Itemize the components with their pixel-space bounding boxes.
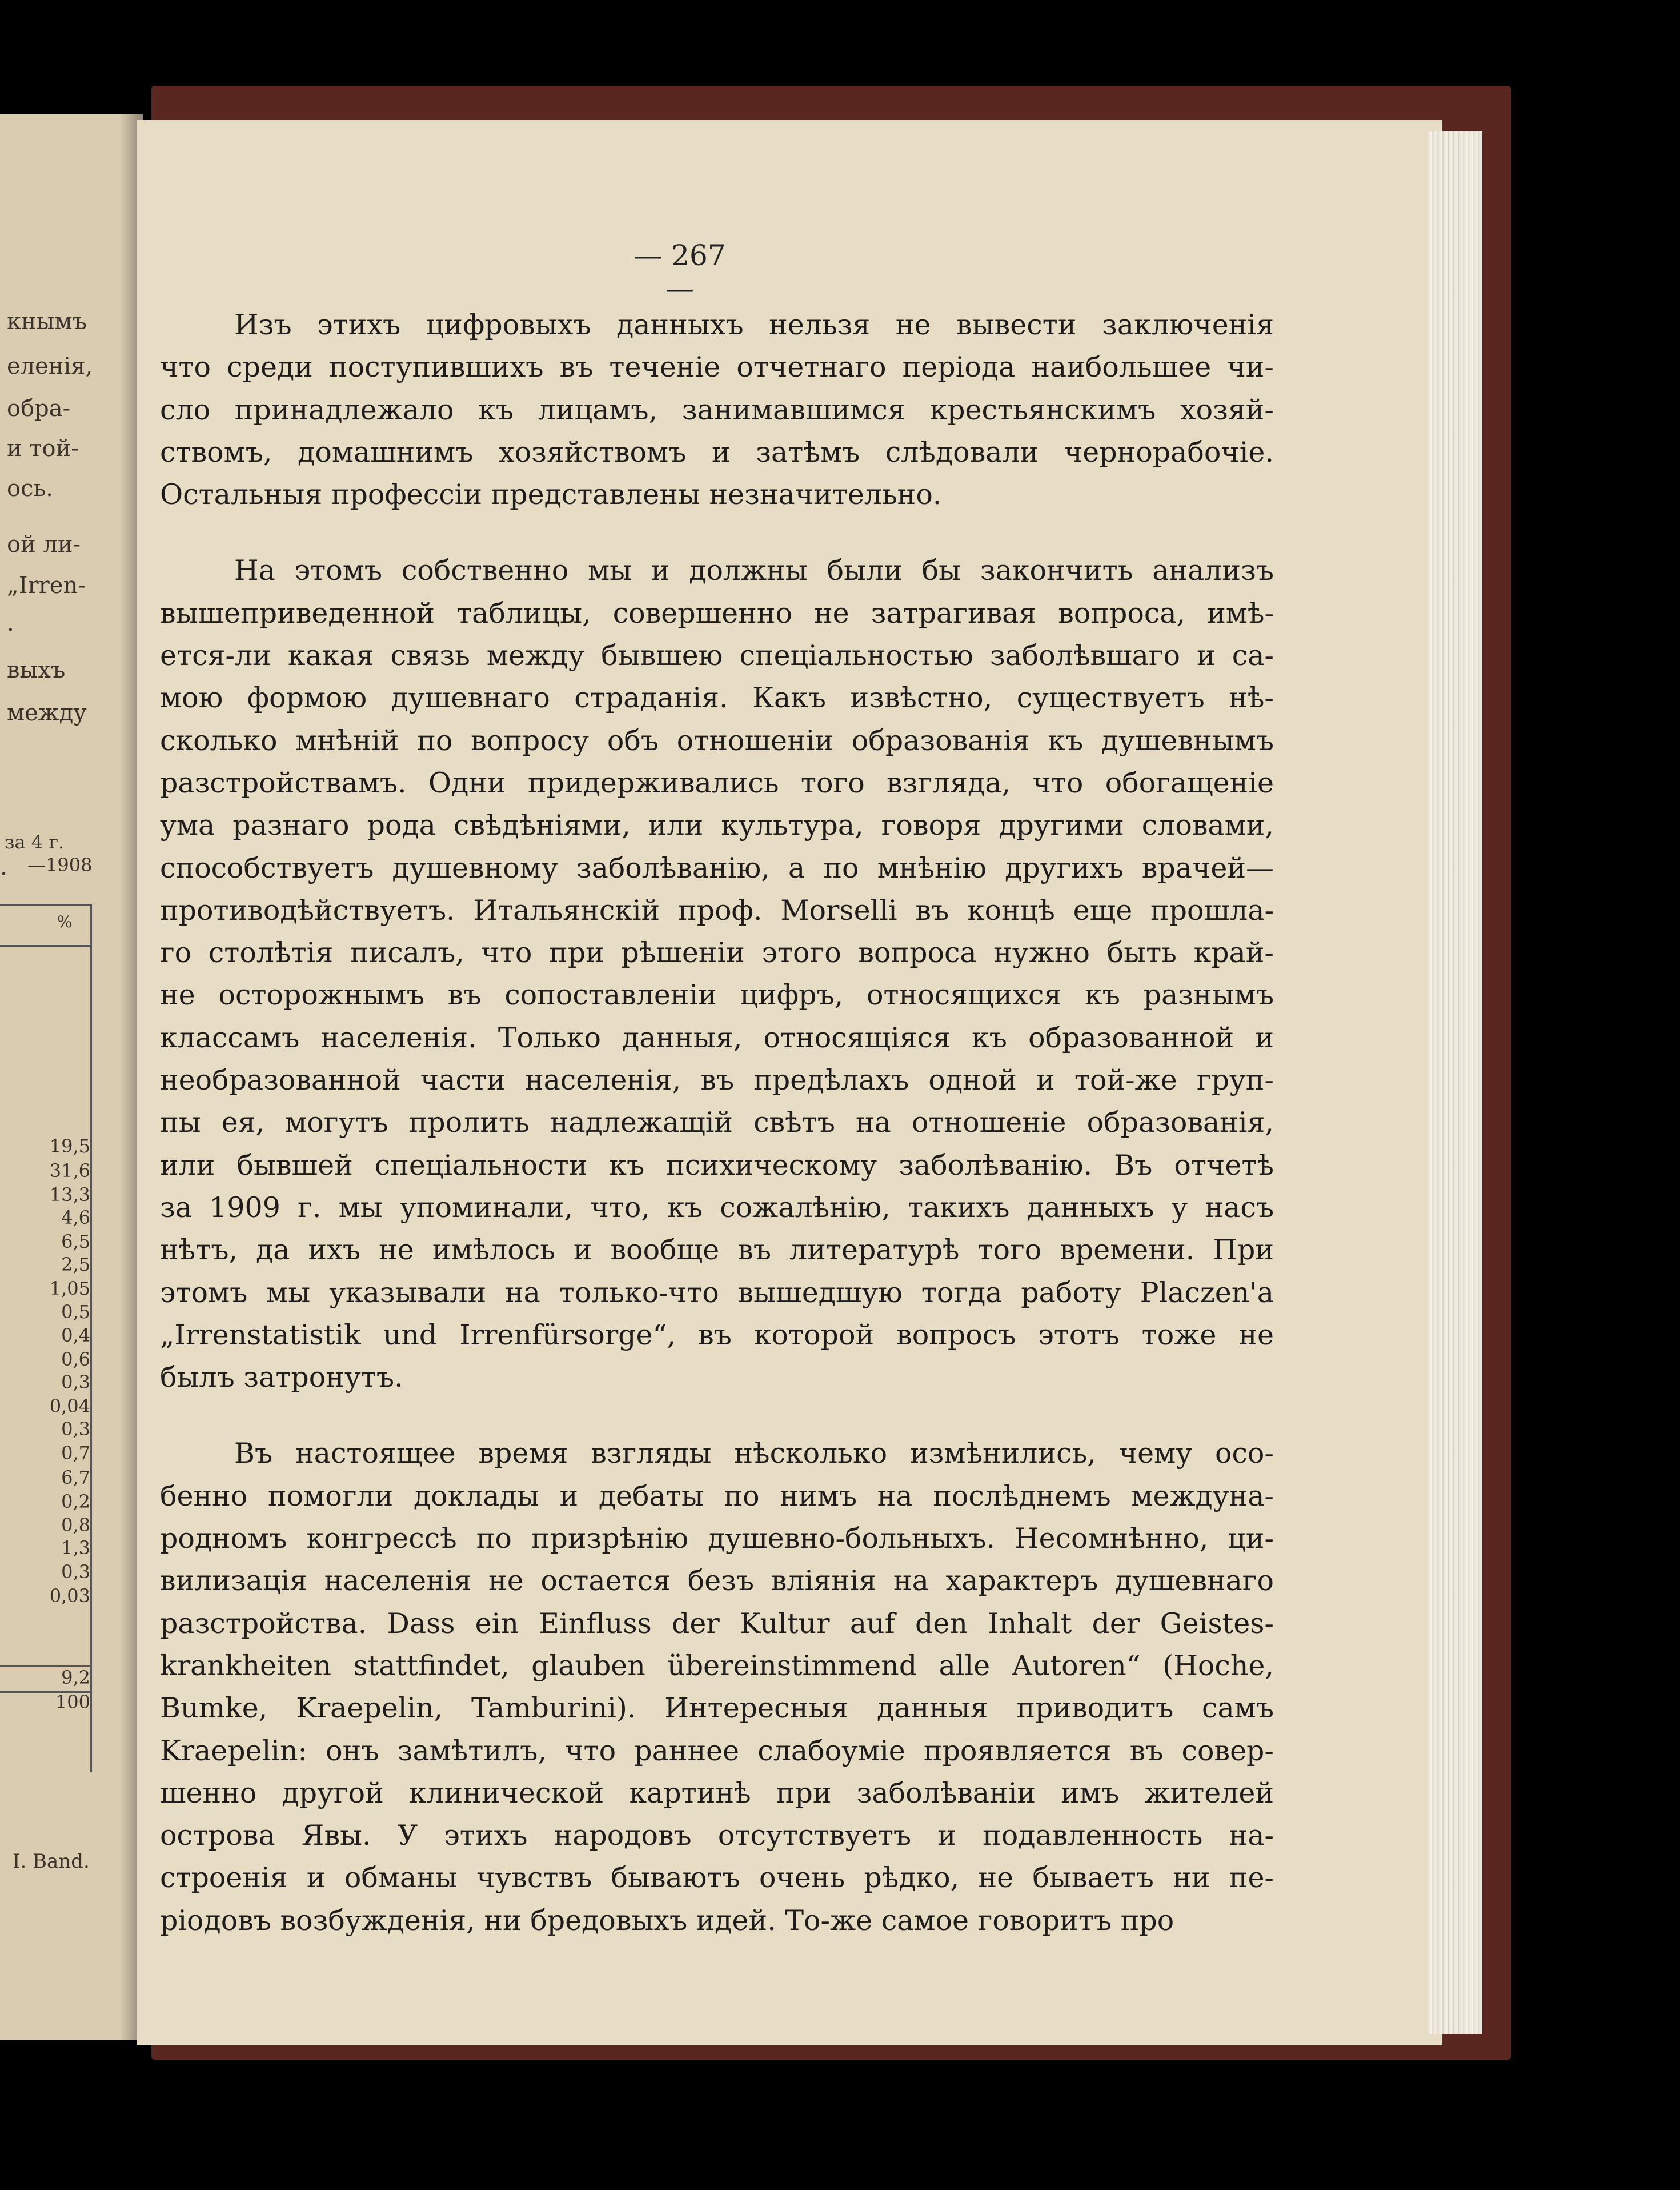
left-page xyxy=(0,114,143,2040)
table-value: 0,03 xyxy=(49,1585,90,1607)
text-line: необразованной части населенія, въ предѣлахъ одной и той-же груп- xyxy=(160,1064,1274,1097)
text-line: острова Явы. У этихъ народовъ отсутствуетъ и подавленность на- xyxy=(160,1819,1274,1852)
text-line: Остальныя профессіи представлены незначительно. xyxy=(160,478,942,511)
table-value: 1,3 xyxy=(61,1537,90,1559)
table-value: 1,05 xyxy=(49,1278,90,1299)
table-rule xyxy=(0,904,91,906)
table-value: 0,8 xyxy=(61,1514,90,1536)
left-text-line: еленія, xyxy=(7,353,93,379)
left-text-line: выхъ xyxy=(7,657,66,683)
paragraph-gap xyxy=(160,516,1274,550)
text-line: нѣтъ, да ихъ не имѣлось и вообще въ литературѣ того времени. При xyxy=(160,1234,1274,1267)
text-line: го столѣтія писалъ, что при рѣшеніи этого вопроса нужно быть край- xyxy=(160,936,1274,970)
text-line: не осторожнымъ въ сопоставленіи цифръ, относящихся къ разнымъ xyxy=(160,979,1274,1012)
text-line: за 1909 г. мы упоминали, что, къ сожалѣнію, такихъ данныхъ у насъ xyxy=(160,1191,1274,1224)
left-footer: I. Band. xyxy=(13,1850,90,1873)
table-value: 0,7 xyxy=(61,1442,90,1464)
text-line: ствомъ, домашнимъ хозяйствомъ и затѣмъ слѣдовали чернорабочіе. xyxy=(160,435,1274,469)
left-text-line: „Irren- xyxy=(7,572,86,599)
table-header-1: за 4 г. xyxy=(5,831,65,853)
text-line: строенія и обманы чувствъ бываютъ очень рѣдко, не бываетъ ни пе- xyxy=(160,1861,1274,1895)
text-line: родномъ конгрессѣ по призрѣнію душевно-больныхъ. Несомнѣнно, ци- xyxy=(160,1522,1274,1555)
text-line: противодѣйствуетъ. Итальянскій проф. Morselli въ концѣ еще прошла- xyxy=(160,894,1274,927)
left-text-line: . xyxy=(0,854,7,880)
page-number: — 267 — xyxy=(633,239,726,305)
text-line: На этомъ собственно мы и должны были бы закончить анализъ xyxy=(234,554,1274,587)
text-line: Изъ этихъ цифровыхъ данныхъ нельзя не вывести заключенія xyxy=(234,309,1274,341)
text-line: этомъ мы указывали на только-что вышедшую тогда работу Placzen'a xyxy=(160,1276,1274,1309)
text-line: ріодовъ возбужденія, ни бредовыхъ идей. То-же самое говоритъ про xyxy=(160,1904,1174,1937)
text-line: Kraepelin: онъ замѣтилъ, что раннее слабоуміе проявляется въ совер- xyxy=(160,1734,1274,1767)
table-value: 0,04 xyxy=(49,1395,90,1417)
table-value: 31,6 xyxy=(49,1160,90,1182)
table-value: 0,5 xyxy=(61,1301,90,1323)
text-line: krankheiten stattfindet, glauben übereinstimmend alle Autoren“ (Hoche, xyxy=(160,1649,1274,1682)
text-line: или бывшей спеціальности къ психическому заболѣванію. Въ отчетѣ xyxy=(160,1148,1274,1182)
table-value: 0,6 xyxy=(61,1348,90,1370)
text-line: бенно помогли доклады и дебаты по нимъ на послѣднемъ междуна- xyxy=(160,1479,1274,1512)
table-value: 0,3 xyxy=(61,1418,90,1440)
text-line: способствуетъ душевному заболѣванію, а по мнѣнію другихъ врачей— xyxy=(160,851,1274,884)
text-line: Bumke, Kraepelin, Tamburini). Интересныя данныя приводитъ самъ xyxy=(160,1692,1274,1725)
table-value: 6,5 xyxy=(61,1231,90,1252)
text-line: вилизація населенія не остается безъ вліянія на характеръ душевнаго xyxy=(160,1564,1274,1598)
text-line: „Irrenstatistik und Irrenfürsorge“, въ которой вопросъ этотъ тоже не xyxy=(160,1318,1274,1351)
left-text-line: обра- xyxy=(7,395,71,422)
table-value: 6,7 xyxy=(61,1467,90,1488)
text-line: сколько мнѣній по вопросу объ отношеніи образованія къ душевнымъ xyxy=(160,724,1274,757)
left-text-line: кнымъ xyxy=(7,309,87,335)
left-text-line: ось. xyxy=(7,475,53,502)
left-text-line: между xyxy=(7,700,87,726)
text-line: сло принадлежало къ лицамъ, занимавшимся крестьянскимъ хозяй- xyxy=(160,393,1274,426)
text-line: ется-ли какая связь между бывшею спеціальностью заболѣвшаго и са- xyxy=(160,639,1274,672)
body-text xyxy=(160,304,1274,1942)
table-value: 2,5 xyxy=(61,1254,90,1275)
text-line: былъ затронутъ. xyxy=(160,1361,403,1394)
table-value: 0,3 xyxy=(61,1561,90,1583)
text-line: вышеприведенной таблицы, совершенно не затрагивая вопроса, имѣ- xyxy=(160,596,1274,630)
table-unit: % xyxy=(57,912,73,931)
text-line: шенно другой клинической картинѣ при заболѣваніи имъ жителей xyxy=(160,1776,1274,1809)
table-column-rule xyxy=(90,904,92,1772)
right-page xyxy=(137,120,1442,2045)
table-value: 0,3 xyxy=(61,1371,90,1393)
text-line: классамъ населенія. Только данныя, относящіяся къ образованной и xyxy=(160,1021,1274,1054)
table-value: 0,2 xyxy=(61,1491,90,1512)
left-text-line: ой ли- xyxy=(7,531,81,558)
page-edges xyxy=(1428,131,1482,2034)
table-value: 4,6 xyxy=(61,1207,90,1228)
left-text-line: . xyxy=(7,610,14,636)
table-value: 19,5 xyxy=(49,1135,90,1157)
text-line: разстройствамъ. Одни придерживались того взгляда, что обогащеніе xyxy=(160,766,1274,799)
table-header-2: —1908 xyxy=(27,854,93,876)
table-value: 13,3 xyxy=(49,1184,90,1206)
text-line: мою формою душевнаго страданія. Какъ извѣстно, существуетъ нѣ- xyxy=(160,682,1274,715)
left-text-line: и той- xyxy=(7,435,79,462)
table-value: 9,2 xyxy=(61,1667,90,1688)
text-line: пы ея, могутъ пролить надлежащій свѣтъ на отношеніе образованія, xyxy=(160,1106,1274,1139)
table-value: 100 xyxy=(55,1691,90,1713)
table-rule xyxy=(0,945,91,947)
paragraph-gap xyxy=(160,1399,1274,1432)
text-line: ума разнаго рода свѣдѣніями, или культура, говоря другими словами, xyxy=(160,809,1274,842)
text-line: Въ настоящее время взгляды нѣсколько измѣнились, чему осо- xyxy=(234,1437,1274,1470)
table-value: 0,4 xyxy=(61,1324,90,1346)
text-line: что среди поступившихъ въ теченіе отчетнаго періода наибольшее чи- xyxy=(160,351,1274,384)
text-line: разстройства. Dass ein Einfluss der Kultur auf den Inhalt der Geistes- xyxy=(160,1607,1274,1640)
